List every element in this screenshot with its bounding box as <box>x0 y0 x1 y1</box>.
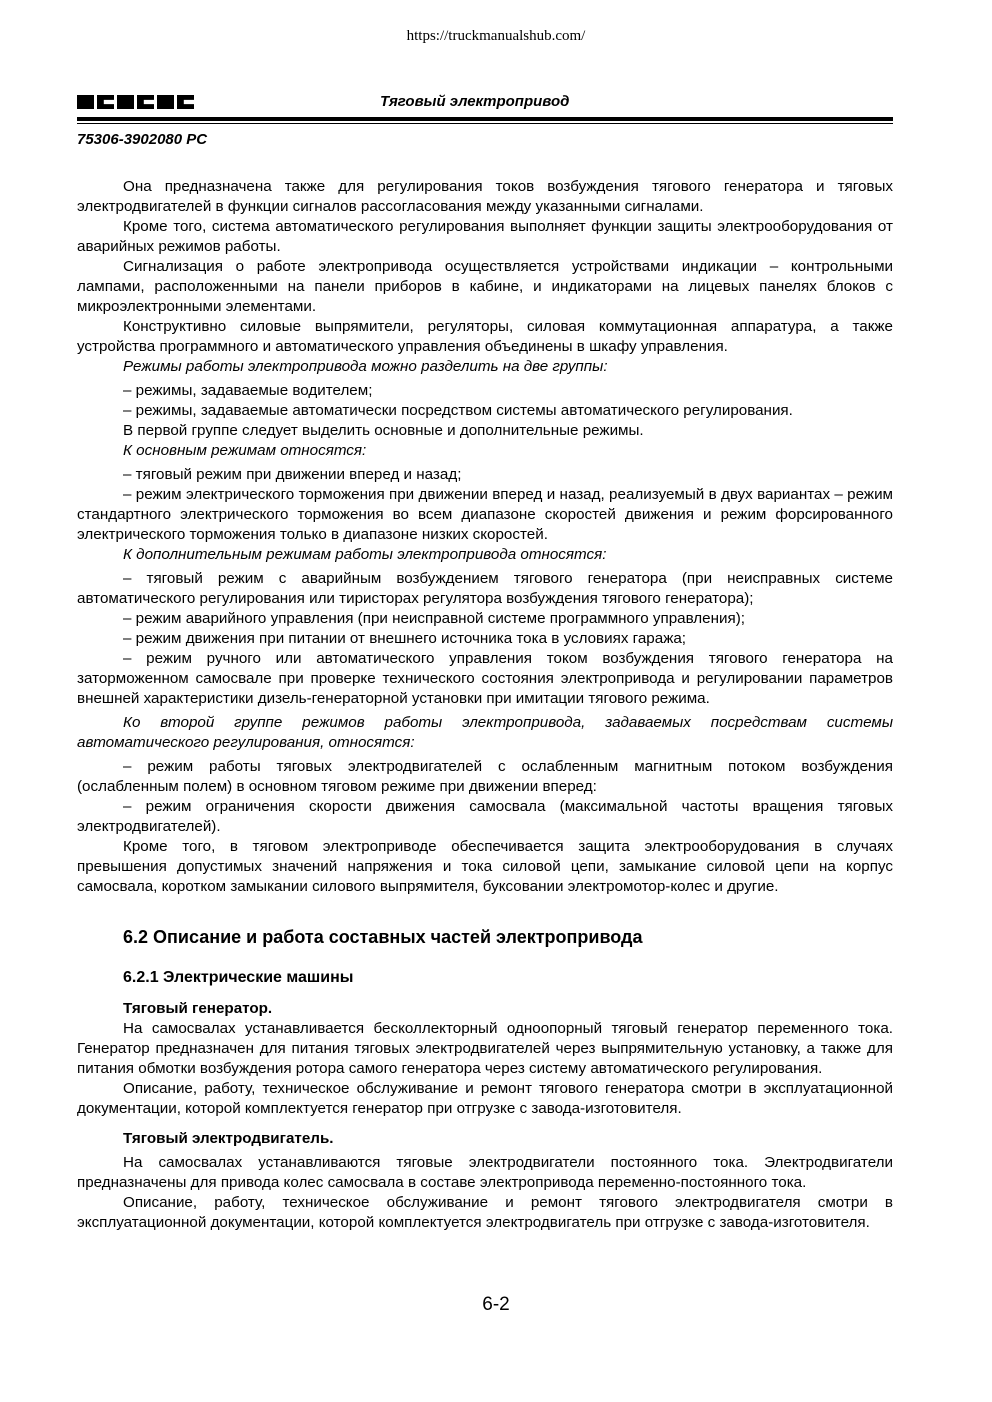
source-url: https://truckmanualshub.com/ <box>406 28 586 44</box>
paragraph: В первой группе следует выделить основные и дополнительные режимы. <box>123 422 644 439</box>
paragraph: Описание, работу, техническое обслуживание и ремонт тягового генератора смотри в эксплуатационной документации, которой комплектуется генератор при отгрузке с завода-изготовителя. <box>77 1080 893 1117</box>
list-item: – режим ограничения скорости движения самосвала (максимальной частоты вращения тяговых электродвигателей). <box>77 798 893 835</box>
list-item: – тяговый режим с аварийным возбуждением тягового генератора (при неисправных системе автоматического регулирования или тиристорах регулятора возбуждения тягового генератора); <box>77 570 893 607</box>
list-item: – режим движения при питании от внешнего источника тока в условиях гаража; <box>123 630 687 647</box>
paragraph: Сигнализация о работе электропривода осуществляется устройствами индикации – контрольными лампами, расположенными на панели приборов в кабине, и индикаторами на лицевых панелях блоков с микроэлектронными элементами. <box>77 258 893 315</box>
list-item: – режим аварийного управления (при неисправной системе программного управления); <box>123 610 745 627</box>
header-rule-thick <box>77 117 893 121</box>
header-rule-thin <box>77 123 893 124</box>
list-item: – режим работы тяговых электродвигателей с ослабленным магнитным потоком возбуждения (ослабленным полем) в основном тяговом режиме при движении вперед: <box>77 758 893 795</box>
paragraph-italic: Режимы работы электропривода можно разделить на две группы: <box>123 358 608 375</box>
belaz-logo <box>77 95 194 109</box>
motor-heading: Тяговый электродвигатель. <box>123 1130 334 1147</box>
document-number: 75306-3902080 РС <box>77 131 208 148</box>
list-item: – режим электрического торможения при движении вперед и назад, реализуемый в двух вариантах – режим стандартного электрического торможения во всем диапазоне скоростей движения и режим форсированного электрического торможения только в диапазоне низких скоростей. <box>77 486 893 543</box>
generator-heading: Тяговый генератор. <box>123 1000 273 1017</box>
paragraph: Кроме того, система автоматического регулирования выполняет функции защиты электрооборудования от аварийных режимов работы. <box>77 218 893 255</box>
paragraph: Кроме того, в тяговом электроприводе обеспечивается защита электрооборудования в случаях превышения допустимых значений напряжения и тока силовой цепи, замыкание силовой цепи на корпус самосвала, коротком замыкании силового выпрямителя, буксовании электромотор-колес и другие. <box>77 838 893 895</box>
list-item: – режимы, задаваемые автоматически посредством системы автоматического регулирования. <box>123 402 793 419</box>
list-item: – режимы, задаваемые водителем; <box>123 382 373 399</box>
list-item: – тяговый режим при движении вперед и назад; <box>123 466 462 483</box>
paragraph: Конструктивно силовые выпрямители, регуляторы, силовая коммутационная аппаратура, а также устройства программного и автоматического управления объединены в шкафу управления. <box>77 318 893 355</box>
paragraph: Описание, работу, техническое обслуживание и ремонт тягового электродвигателя смотри в эксплуатационной документации, которой комплектуется электродвигатель при отгрузке с завода-изготовителя. <box>77 1194 893 1231</box>
subsection-heading: 6.2.1 Электрические машины <box>123 969 354 986</box>
paragraph-italic: К дополнительным режимам работы электропривода относятся: <box>123 546 607 563</box>
paragraph: На самосвалах устанавливается бесколлекторный одноопорный тяговый генератор переменного тока. Генератор предназначен для питания тяговых электродвигателей через выпрямительную установку, а также для питания обмотки возбуждения ротора самого генератора через систему автоматического регулирования. <box>77 1020 893 1077</box>
header-title: Тяговый электропривод <box>380 93 570 110</box>
paragraph-italic: К основным режимам относятся: <box>123 442 367 459</box>
paragraph: На самосвалах устанавливаются тяговые электродвигатели постоянного тока. Электродвигатели предназначены для привода колес самосвала в составе электропривода переменно-постоянного тока. <box>77 1154 893 1191</box>
list-item: – режим ручного или автоматического управления током возбуждения тягового генератора на заторможенном самосвале при проверке технического состояния электропривода и регулировании параметров внешней характеристики дизель-генераторной установки при имитации тягового режима. <box>77 650 893 707</box>
page-content <box>77 177 893 1233</box>
section-heading: 6.2 Описание и работа составных частей электропривода <box>123 927 643 947</box>
paragraph-italic: Ко второй группе режимов работы электропривода, задаваемых посредствам системы автоматического регулирования, относятся: <box>77 714 893 751</box>
paragraph: Она предназначена также для регулирования токов возбуждения тягового генератора и тяговых электродвигателей в функции сигналов рассогласования между указанными сигналами. <box>77 178 893 215</box>
page-number: 6-2 <box>482 1294 510 1315</box>
